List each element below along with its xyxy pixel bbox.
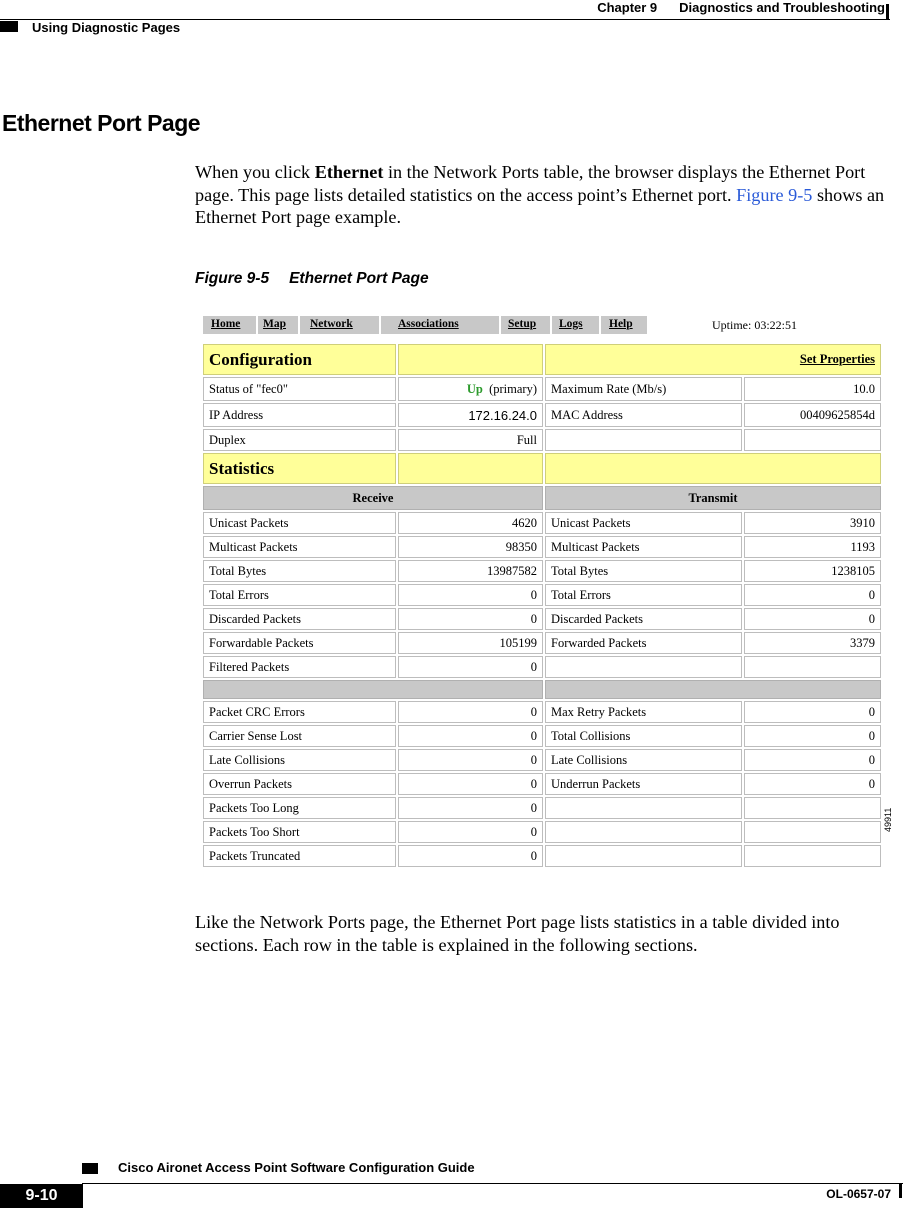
configuration-heading: Configuration xyxy=(203,344,396,375)
receive-stat-value: 0 xyxy=(398,845,543,867)
statistics-heading: Statistics xyxy=(203,453,396,484)
footer-block xyxy=(82,1163,98,1174)
figure-xref-link[interactable]: Figure 9-5 xyxy=(736,184,813,205)
receive-stat-label: Late Collisions xyxy=(203,749,396,771)
stats-row xyxy=(203,560,881,582)
nav-separator xyxy=(599,316,601,334)
empty-cell xyxy=(545,429,742,451)
stats-row xyxy=(203,749,881,771)
nav-network-link[interactable]: Network xyxy=(310,318,353,330)
transmit-stat-label: Multicast Packets xyxy=(545,536,742,558)
receive-stat-label: Packets Too Short xyxy=(203,821,396,843)
receive-stat-label: Discarded Packets xyxy=(203,608,396,630)
transmit-stat-value: 1193 xyxy=(744,536,881,558)
receive-stat-label: Filtered Packets xyxy=(203,656,396,678)
stats-row xyxy=(203,821,881,843)
nav-setup-link[interactable]: Setup xyxy=(508,318,537,330)
figure-title: Ethernet Port Page xyxy=(289,270,429,287)
transmit-stat-label: Total Collisions xyxy=(545,725,742,747)
transmit-stat-label xyxy=(545,656,742,678)
stats-row xyxy=(203,512,881,534)
header-block xyxy=(0,21,18,32)
transmit-stat-value xyxy=(744,656,881,678)
nav-home-link[interactable]: Home xyxy=(211,318,241,330)
receive-stat-label: Packet CRC Errors xyxy=(203,701,396,723)
ethernet-term: Ethernet xyxy=(314,162,384,182)
transmit-stat-value: 0 xyxy=(744,749,881,771)
transmit-stat-label xyxy=(545,821,742,843)
figure-number: Figure 9-5 xyxy=(195,270,270,287)
receive-stat-value: 105199 xyxy=(398,632,543,654)
status-primary: (primary) xyxy=(489,381,538,396)
uptime-label: Uptime: 03:22:51 xyxy=(712,318,797,332)
nav-separator xyxy=(499,316,501,334)
mac-address-label: MAC Address xyxy=(545,403,742,427)
mac-address-value: 00409625854d xyxy=(744,403,881,427)
receive-stat-value: 0 xyxy=(398,821,543,843)
receive-stat-label: Carrier Sense Lost xyxy=(203,725,396,747)
max-rate-value: 10.0 xyxy=(744,377,881,401)
receive-stat-value: 0 xyxy=(398,773,543,795)
ethernet-port-table xyxy=(201,342,883,869)
receive-stat-value: 98350 xyxy=(398,536,543,558)
chapter-header xyxy=(597,0,885,15)
stats-row xyxy=(203,725,881,747)
section-divider xyxy=(203,680,543,699)
receive-stat-value: 0 xyxy=(398,608,543,630)
nav-logs-link[interactable]: Logs xyxy=(559,318,583,330)
ip-address-label: IP Address xyxy=(203,403,396,427)
duplex-value: Full xyxy=(398,429,543,451)
receive-stat-value: 0 xyxy=(398,749,543,771)
nav-separator xyxy=(550,316,552,334)
transmit-stat-value: 1238105 xyxy=(744,560,881,582)
transmit-stat-value: 3910 xyxy=(744,512,881,534)
stats-row xyxy=(203,797,881,819)
duplex-label: Duplex xyxy=(203,429,396,451)
transmit-stat-value: 0 xyxy=(744,701,881,723)
footer-guide-title: Cisco Aironet Access Point Software Configuration Guide xyxy=(118,1160,475,1175)
receive-stat-value: 4620 xyxy=(398,512,543,534)
receive-stat-value: 0 xyxy=(398,656,543,678)
transmit-stat-value: 0 xyxy=(744,725,881,747)
receive-stat-label: Total Bytes xyxy=(203,560,396,582)
header-tick xyxy=(886,4,889,19)
receive-stat-value: 0 xyxy=(398,797,543,819)
transmit-stat-label: Total Bytes xyxy=(545,560,742,582)
footer-rule xyxy=(82,1183,903,1184)
receive-stat-label: Packets Truncated xyxy=(203,845,396,867)
receive-stat-label: Packets Too Long xyxy=(203,797,396,819)
transmit-stat-value xyxy=(744,845,881,867)
receive-stat-label: Multicast Packets xyxy=(203,536,396,558)
stats-row xyxy=(203,608,881,630)
receive-stat-value: 0 xyxy=(398,701,543,723)
heading-filler xyxy=(398,453,543,484)
empty-cell xyxy=(744,429,881,451)
transmit-stat-value: 3379 xyxy=(744,632,881,654)
transmit-stat-value: 0 xyxy=(744,608,881,630)
receive-stat-label: Total Errors xyxy=(203,584,396,606)
status-up: Up xyxy=(466,381,483,396)
receive-stat-value: 13987582 xyxy=(398,560,543,582)
nav-help-link[interactable]: Help xyxy=(609,318,633,330)
section-header: Using Diagnostic Pages xyxy=(32,20,181,35)
receive-stat-label: Forwardable Packets xyxy=(203,632,396,654)
outro-paragraph: Like the Network Ports page, the Ethernet Port page lists statistics in a table divided into sections. Each row in the table is explained in the following sections. xyxy=(195,912,840,955)
transmit-stat-label: Max Retry Packets xyxy=(545,701,742,723)
receive-stat-value: 0 xyxy=(398,584,543,606)
stats-row xyxy=(203,536,881,558)
page-title: Ethernet Port Page xyxy=(2,110,201,136)
nav-separator xyxy=(379,316,381,334)
intro-paragraph: When you click Ethernet in the Network Ports table, the browser displays the Ethernet Port page. This page lists detailed statistics on the access point’s Ethernet port. Figure 9-5 shows an Ethernet Port page example. xyxy=(195,162,885,227)
status-value xyxy=(398,377,543,401)
transmit-stat-value xyxy=(744,821,881,843)
stats-row xyxy=(203,845,881,867)
transmit-stat-label: Underrun Packets xyxy=(545,773,742,795)
stats-row xyxy=(203,701,881,723)
stats-row xyxy=(203,584,881,606)
figure-id: 49911 xyxy=(883,807,893,832)
transmit-header: Transmit xyxy=(545,486,881,510)
chapter-title: Diagnostics and Troubleshooting xyxy=(679,0,885,15)
nav-bar xyxy=(203,316,647,334)
transmit-stat-value xyxy=(744,797,881,819)
max-rate-label: Maximum Rate (Mb/s) xyxy=(545,377,742,401)
page-number: 9-10 xyxy=(0,1184,83,1208)
nav-separator xyxy=(298,316,300,334)
stats-row xyxy=(203,773,881,795)
footer-tick xyxy=(899,1183,902,1198)
transmit-stat-label xyxy=(545,845,742,867)
transmit-stat-label: Discarded Packets xyxy=(545,608,742,630)
heading-filler xyxy=(398,344,543,375)
set-properties-link[interactable]: Set Properties xyxy=(799,352,875,366)
transmit-stat-label: Late Collisions xyxy=(545,749,742,771)
section-divider xyxy=(545,680,881,699)
transmit-stat-value: 0 xyxy=(744,584,881,606)
document-number: OL-0657-07 xyxy=(826,1187,891,1201)
set-properties-cell xyxy=(545,344,881,375)
ip-address-value: 172.16.24.0 xyxy=(398,403,543,427)
figure-caption xyxy=(195,270,429,288)
transmit-stat-label: Unicast Packets xyxy=(545,512,742,534)
nav-separator xyxy=(256,316,258,334)
transmit-stat-label: Forwarded Packets xyxy=(545,632,742,654)
receive-stat-label: Unicast Packets xyxy=(203,512,396,534)
figure-screenshot xyxy=(201,312,893,868)
receive-header: Receive xyxy=(203,486,543,510)
transmit-stat-label: Total Errors xyxy=(545,584,742,606)
status-label: Status of "fec0" xyxy=(203,377,396,401)
receive-stat-value: 0 xyxy=(398,725,543,747)
transmit-stat-value: 0 xyxy=(744,773,881,795)
stats-row xyxy=(203,656,881,678)
stats-row xyxy=(203,632,881,654)
nav-associations-link[interactable]: Associations xyxy=(398,318,459,330)
heading-filler xyxy=(545,453,881,484)
receive-stat-label: Overrun Packets xyxy=(203,773,396,795)
chapter-number: Chapter 9 xyxy=(597,0,658,15)
nav-map-link[interactable]: Map xyxy=(263,318,286,330)
transmit-stat-label xyxy=(545,797,742,819)
